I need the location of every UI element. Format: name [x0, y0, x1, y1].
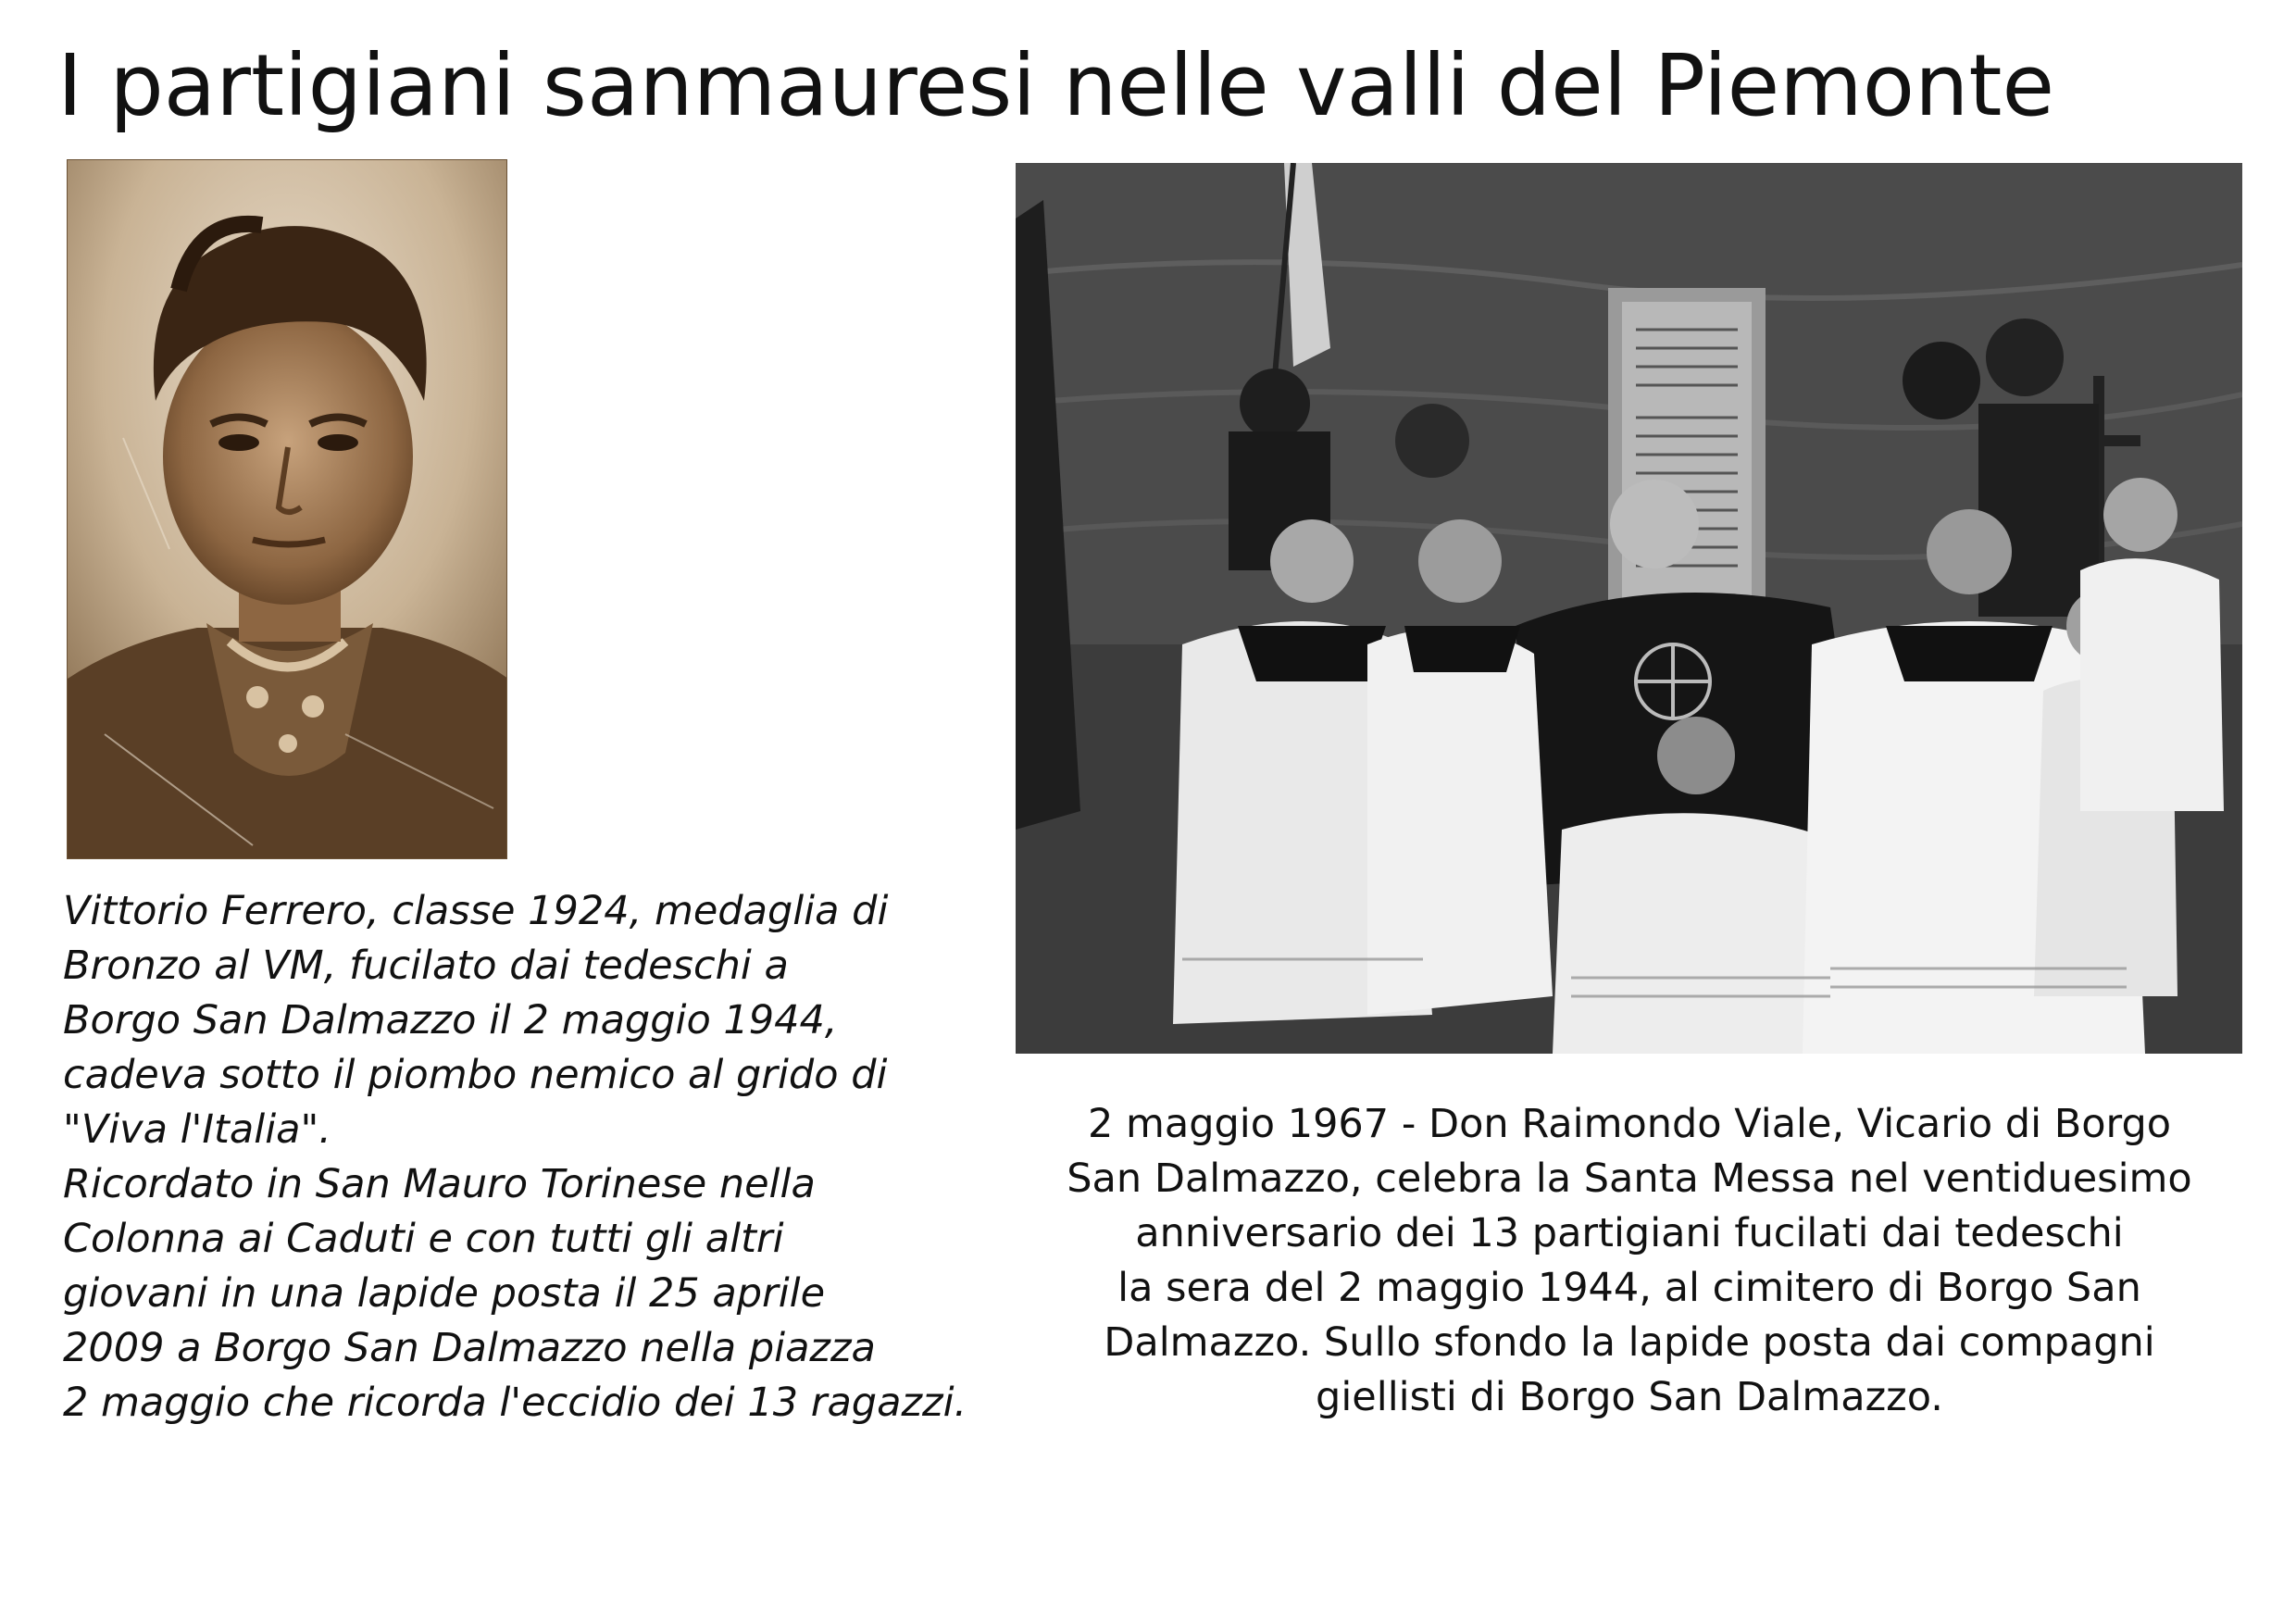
- caption-line: cadeva sotto il piombo nemico al grido di: [63, 1052, 888, 1098]
- ceremony-caption: [1018, 1097, 2240, 1425]
- caption-line: San Dalmazzo, celebra la Santa Messa nel ventiduesimo: [1067, 1156, 2192, 1202]
- caption-line: Bronzo al VM, fucilato dai tedeschi a: [63, 943, 789, 989]
- caption-line: Borgo San Dalmazzo il 2 maggio 1944,: [63, 997, 838, 1043]
- caption-line: 2 maggio che ricorda l'eccidio dei 13 ragazzi.: [63, 1380, 967, 1426]
- caption-line: "Viva l'Italia".: [63, 1106, 331, 1153]
- ceremony-photo: [1016, 163, 2242, 1054]
- caption-line: Dalmazzo. Sullo sfondo la lapide posta dai compagni: [1104, 1319, 2155, 1366]
- caption-line: Ricordato in San Mauro Torinese nella: [63, 1161, 816, 1207]
- caption-line: 2009 a Borgo San Dalmazzo nella piazza: [63, 1325, 876, 1371]
- portrait-caption: [63, 884, 1007, 1430]
- caption-line: Colonna ai Caduti e con tutti gli altri: [63, 1216, 784, 1262]
- ceremony-photo-icon: [1016, 163, 2242, 1054]
- caption-line: 2 maggio 1967 - Don Raimondo Viale, Vicario di Borgo: [1087, 1101, 2172, 1147]
- caption-line: giellisti di Borgo San Dalmazzo.: [1316, 1374, 1943, 1420]
- portrait-photo: [67, 159, 507, 859]
- page-title: I partigiani sanmauresi nelle valli del Piemonte: [57, 36, 2055, 135]
- caption-line: anniversario dei 13 partigiani fucilati dai tedeschi: [1135, 1210, 2124, 1256]
- portrait-photo-icon: [68, 160, 507, 859]
- caption-line: Vittorio Ferrero, classe 1924, medaglia di: [63, 888, 889, 934]
- caption-line: la sera del 2 maggio 1944, al cimitero di Borgo San: [1117, 1265, 2141, 1311]
- caption-line: giovani in una lapide posta il 25 aprile: [63, 1270, 826, 1317]
